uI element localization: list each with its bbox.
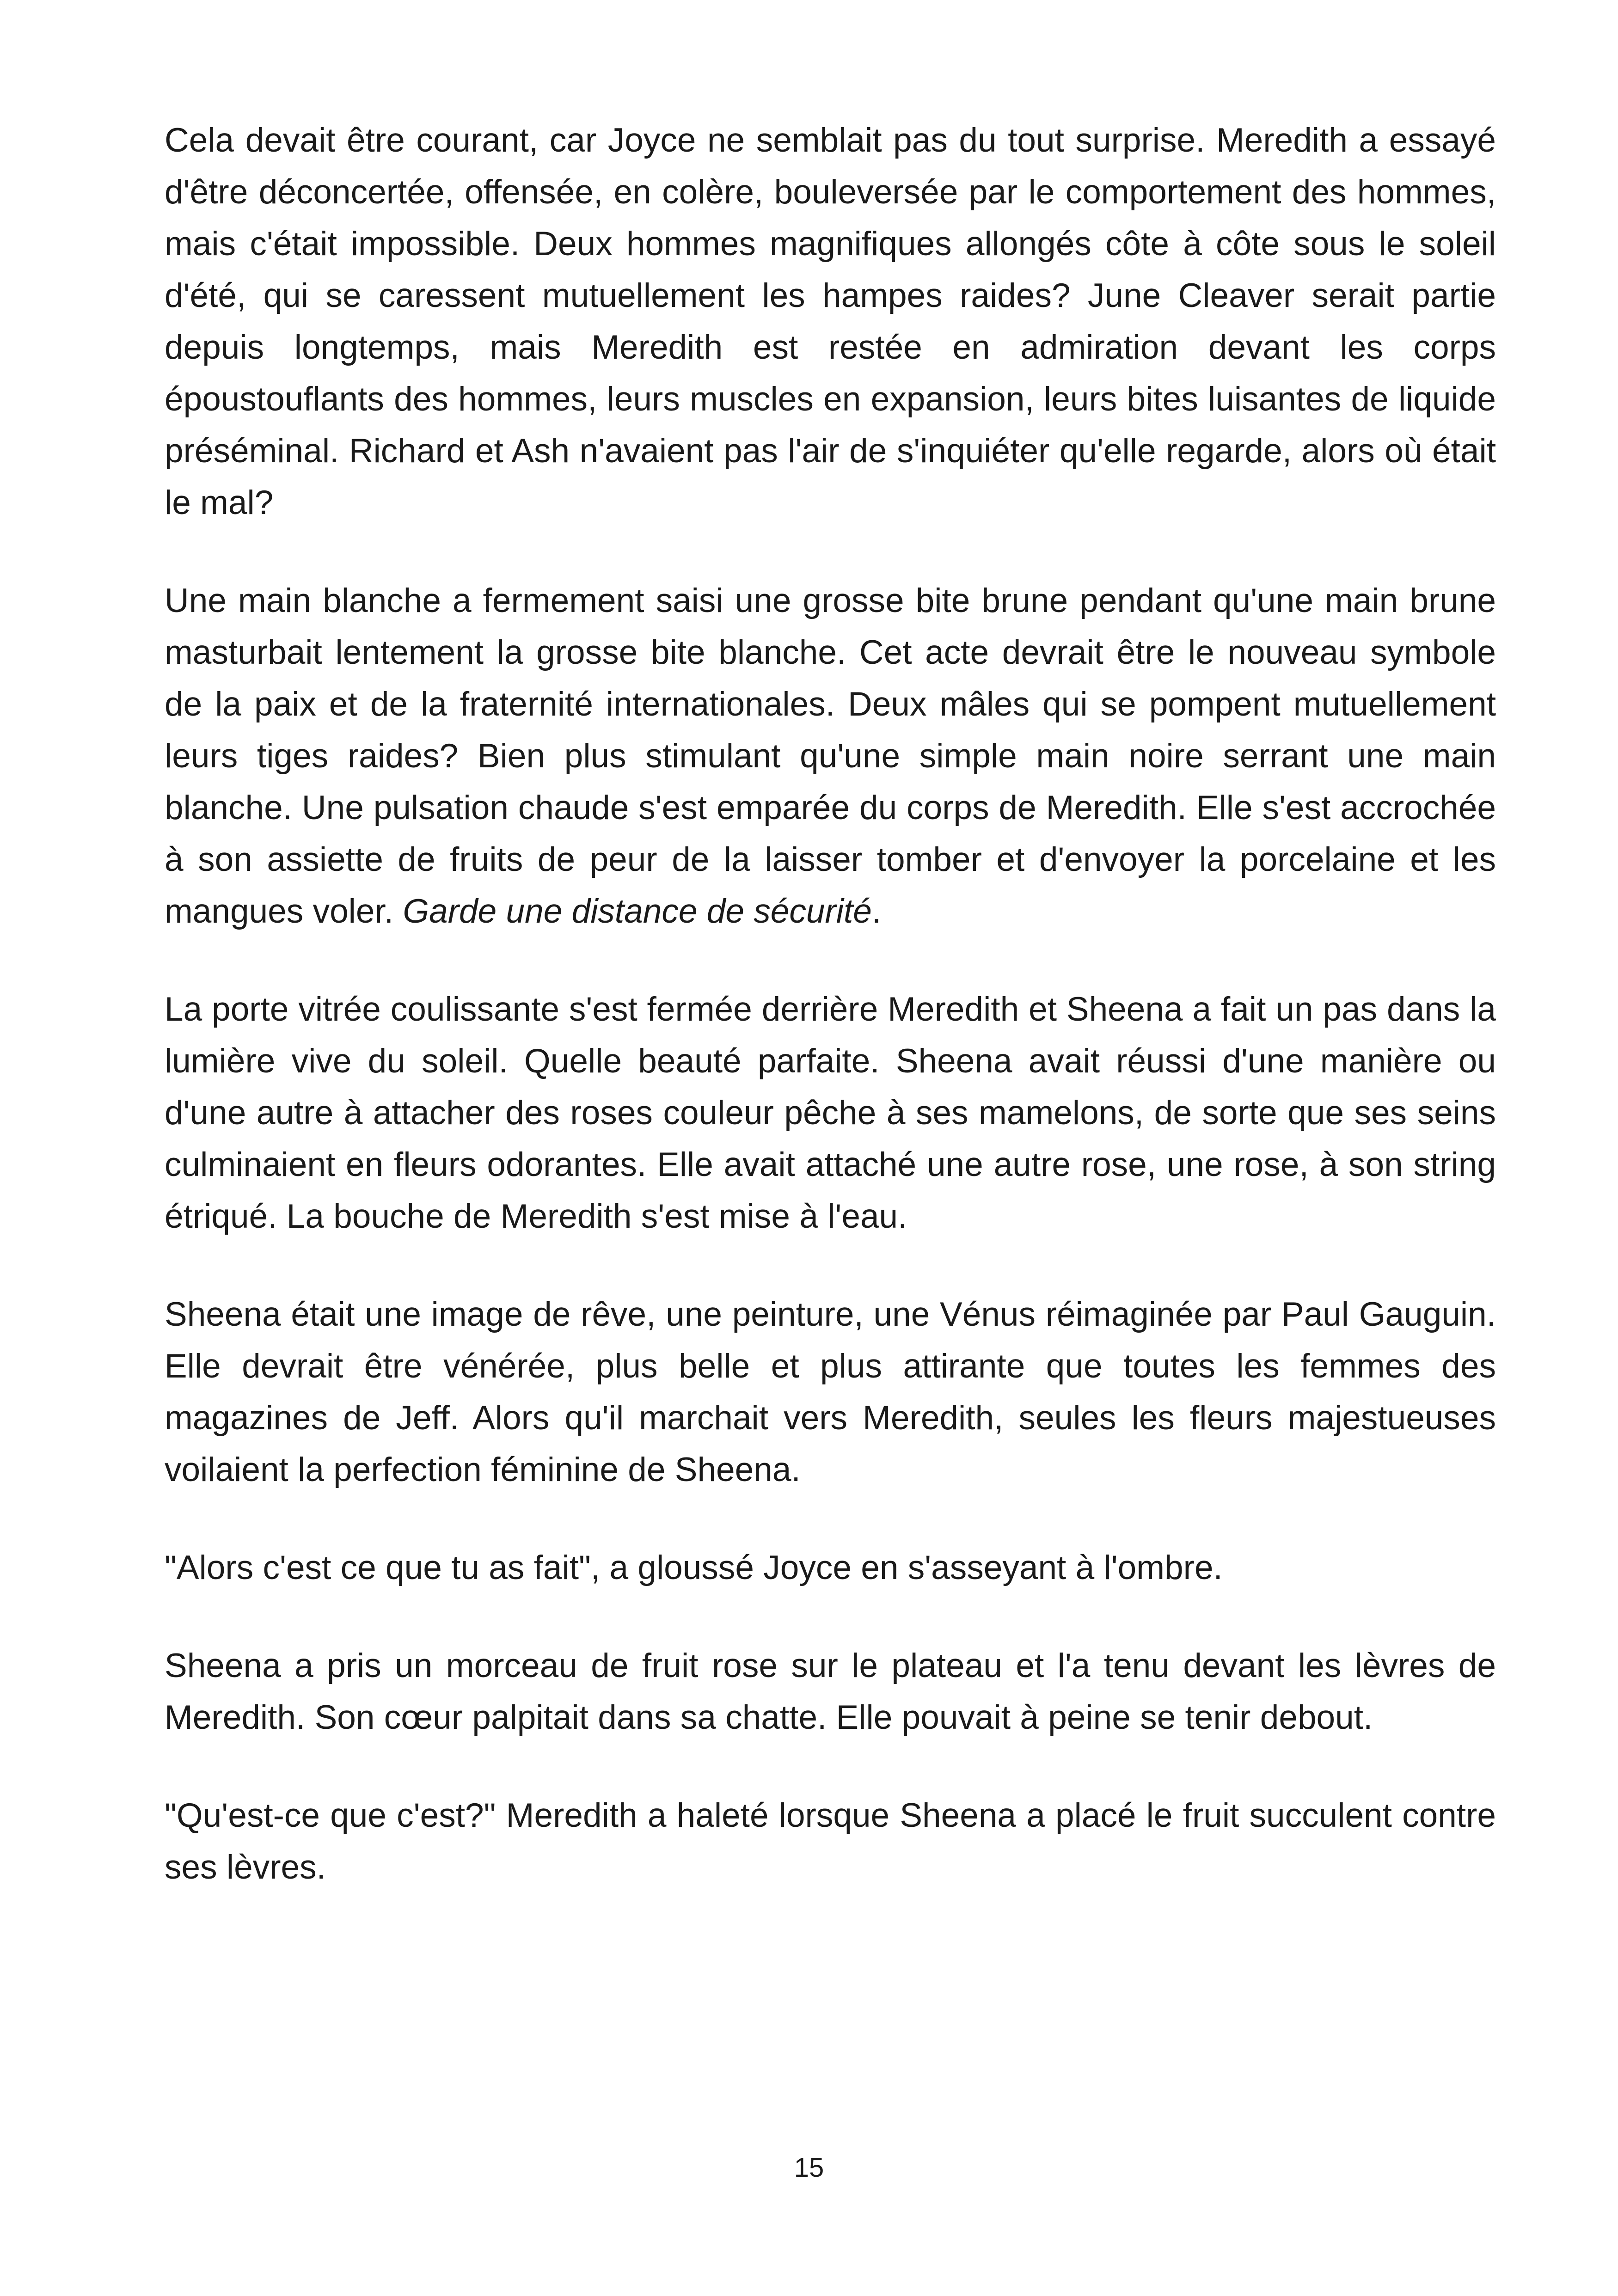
paragraph-6-text: Sheena a pris un morceau de fruit rose sur le plateau et l'a tenu devant les lèvres de Meredith. Son cœur palpitait dans sa chatte. Elle pouvait à peine se tenir debout. [165, 1647, 1496, 1736]
paragraph-5-text: "Alors c'est ce que tu as fait", a gloussé Joyce en s'asseyant à l'ombre. [165, 1549, 1223, 1586]
paragraph-7 [165, 1790, 1496, 1893]
paragraph-4-text: Sheena était une image de rêve, une peinture, une Vénus réimaginée par Paul Gauguin. Elle devrait être vénérée, plus belle et plus attirante que toutes les femmes des magazines de Jeff. Alors qu'il marchait vers Meredith, seules les fleurs majestueuses voilaient la perfection féminine de Sheena. [165, 1296, 1496, 1488]
paragraph-5 [165, 1542, 1496, 1594]
page-number: 15 [794, 2153, 824, 2183]
paragraph-2-text: Une main blanche a fermement saisi une grosse bite brune pendant qu'une main brune masturbait lentement la grosse bite blanche. Cet acte devrait être le nouveau symbole de la paix et de la fraternité internationales. Deux mâles qui se pompent mutuellement leurs tiges raides? Bien plus stimulant qu'une simple main noire serrant une main blanche. Une pulsation chaude s'est emparée du corps de Meredith. Elle s'est accrochée à son assiette de fruits de peur de la laisser tomber et d'envoyer la porcelaine et les mangues voler. [165, 582, 1496, 930]
paragraph-6 [165, 1640, 1496, 1744]
document-body [165, 115, 1496, 1893]
paragraph-1 [165, 115, 1496, 529]
paragraph-2-after: . [871, 893, 882, 930]
paragraph-3 [165, 984, 1496, 1243]
paragraph-2-italic: Garde une distance de sécurité [403, 893, 872, 930]
paragraph-4 [165, 1289, 1496, 1496]
paragraph-2 [165, 575, 1496, 937]
paragraph-7-text: "Qu'est-ce que c'est?" Meredith a haleté lorsque Sheena a placé le fruit succulent contre ses lèvres. [165, 1797, 1496, 1886]
paragraph-3-text: La porte vitrée coulissante s'est fermée derrière Meredith et Sheena a fait un pas dans la lumière vive du soleil. Quelle beauté parfaite. Sheena avait réussi d'une manière ou d'une autre à attacher des roses couleur pêche à ses mamelons, de sorte que ses seins culminaient en fleurs odorantes. Elle avait attaché une autre rose, une rose, à son string étriqué. La bouche de Meredith s'est mise à l'eau. [165, 991, 1496, 1235]
paragraph-1-text: Cela devait être courant, car Joyce ne semblait pas du tout surprise. Meredith a essayé d'être déconcertée, offensée, en colère, bouleversée par le comportement des hommes, mais c'était impossible. Deux hommes magnifiques allongés côte à côte sous le soleil d'été, qui se caressent mutuellement les hampes raides? June Cleaver serait partie depuis longtemps, mais Meredith est restée en admiration devant les corps époustouflants des hommes, leurs muscles en expansion, leurs bites luisantes de liquide préséminal. Richard et Ash n'avaient pas l'air de s'inquiéter qu'elle regarde, alors où était le mal? [165, 122, 1496, 521]
